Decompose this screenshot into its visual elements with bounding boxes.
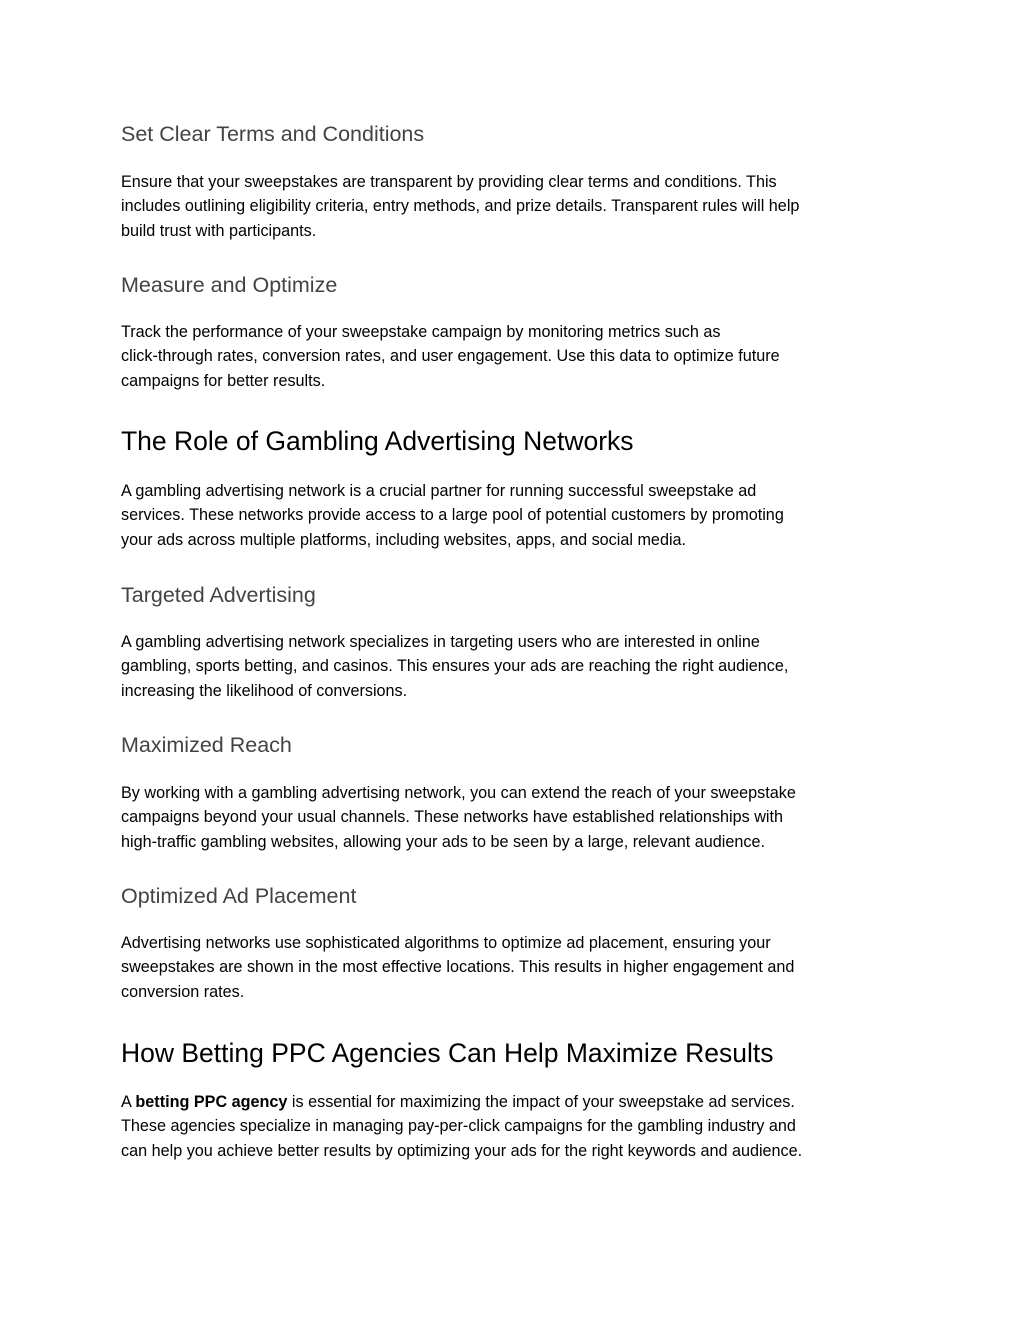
paragraph-line: conversion rates. — [121, 982, 245, 1001]
heading-maximized-reach: Maximized Reach — [121, 733, 292, 757]
heading-targeted-advertising: Targeted Advertising — [121, 583, 316, 607]
paragraph-terms-conditions — [121, 170, 911, 243]
paragraph-maximized-reach — [121, 781, 911, 854]
heading-role-gambling-networks: The Role of Gambling Advertising Networks — [121, 426, 634, 456]
paragraph-line: These agencies specialize in managing pay-per-click campaigns for the gambling industry and — [121, 1117, 796, 1136]
paragraph-line: gambling, sports betting, and casinos. This ensures your ads are reaching the right audience, — [121, 657, 789, 676]
bold-term-betting-ppc-agency: betting PPC agency — [135, 1093, 288, 1111]
paragraph-line: campaigns for better results. — [121, 371, 326, 390]
paragraph-line: sweepstakes are shown in the most effective locations. This results in higher engagement and — [121, 958, 795, 977]
paragraph-line — [121, 1090, 911, 1114]
paragraph-line: services. These networks provide access to a large pool of potential customers by promoting — [121, 506, 784, 525]
paragraph-line: build trust with participants. — [121, 221, 317, 240]
paragraph-line: A gambling advertising network specializes in targeting users who are interested in online — [121, 633, 760, 651]
heading-optimized-ad-placement: Optimized Ad Placement — [121, 884, 357, 908]
paragraph-targeted-advertising — [121, 630, 911, 703]
paragraph-optimized-ad-placement — [121, 931, 911, 1004]
paragraph-line: increasing the likelihood of conversions. — [121, 681, 408, 700]
paragraph-line: your ads across multiple platforms, including websites, apps, and social media. — [121, 530, 687, 549]
paragraph-line: A gambling advertising network is a crucial partner for running successful sweepstake ad — [121, 482, 757, 500]
paragraph-line: Advertising networks use sophisticated algorithms to optimize ad placement, ensuring your — [121, 934, 771, 952]
paragraph-line: can help you achieve better results by optimizing your ads for the right keywords and audience. — [121, 1141, 803, 1160]
paragraph-betting-ppc-agencies — [121, 1090, 911, 1163]
paragraph-line: campaigns beyond your usual channels. These networks have established relationships with — [121, 808, 783, 827]
paragraph-line: Ensure that your sweepstakes are transparent by providing clear terms and conditions. This — [121, 173, 777, 191]
paragraph-line: Track the performance of your sweepstake campaign by monitoring metrics such as — [121, 323, 721, 341]
heading-betting-ppc-agencies: How Betting PPC Agencies Can Help Maximize Results — [121, 1038, 774, 1068]
paragraph-line: includes outlining eligibility criteria, entry methods, and prize details. Transparent rules will help — [121, 197, 800, 216]
paragraph-line: high-traffic gambling websites, allowing your ads to be seen by a large, relevant audience. — [121, 832, 765, 851]
text-run: is essential for maximizing the impact of your sweepstake ad services. — [287, 1093, 795, 1111]
heading-set-clear-terms: Set Clear Terms and Conditions — [121, 122, 425, 146]
text-run: A — [121, 1093, 136, 1111]
heading-measure-optimize: Measure and Optimize — [121, 273, 338, 297]
paragraph-line: click-through rates, conversion rates, and user engagement. Use this data to optimize future — [121, 347, 780, 366]
paragraph-role-gambling-networks — [121, 479, 911, 552]
paragraph-measure-optimize — [121, 320, 911, 393]
paragraph-line: By working with a gambling advertising network, you can extend the reach of your sweepstake — [121, 784, 796, 802]
